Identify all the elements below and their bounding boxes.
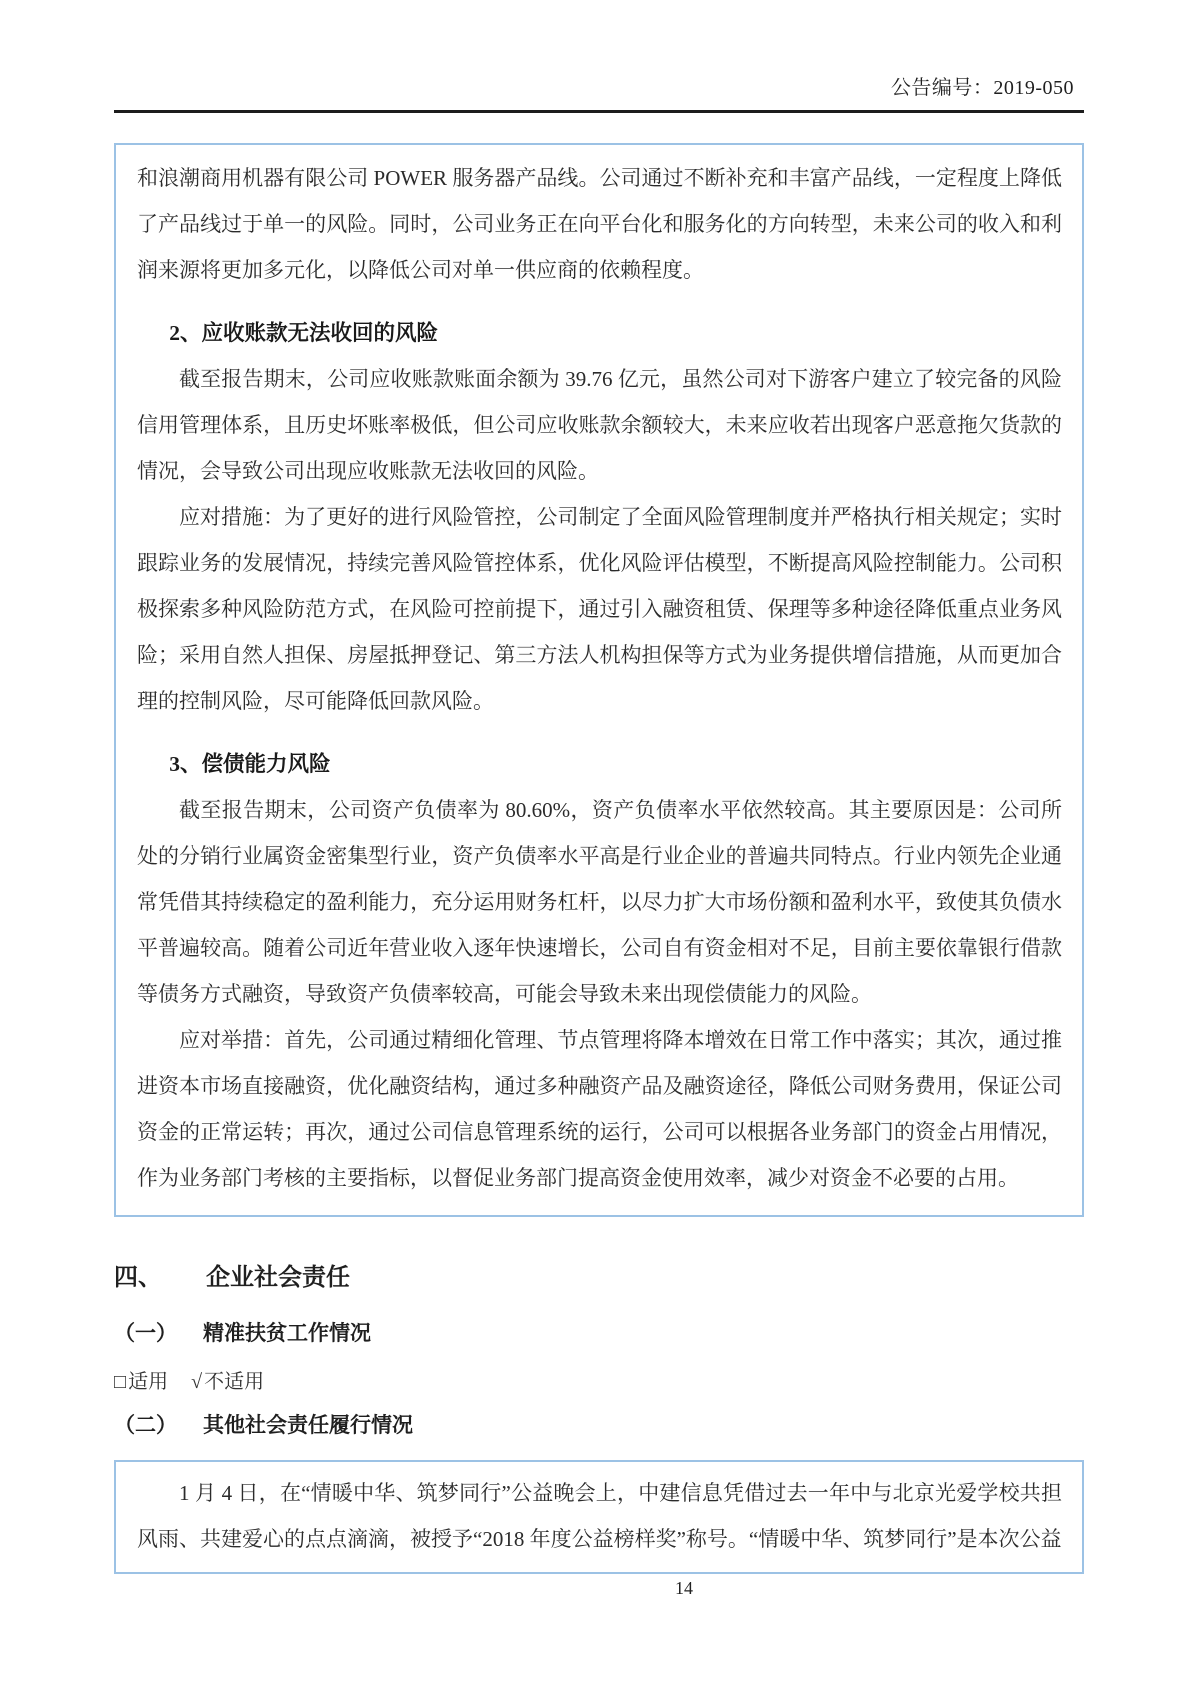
body-paragraph: 截至报告期末，公司资产负债率为 80.60%，资产负债率水平依然较高。其主要原因是：公司所处的分销行业属资金密集型行业，资产负债率水平高是行业企业的普遍共同特点。行业内领先企业通常凭借其持续稳定的盈利能力，充分运用财务杠杆，以尽力扩大市场份额和盈利水平，致使其负债水平普遍较高。随着公司近年营业收入逐年快速增长，公司自有资金相对不足，目前主要依靠银行借款等债务方式融资，导致资产负债率较高，可能会导致未来出现偿债能力的风险。 <box>137 798 1062 1006</box>
body-paragraph: 和浪潮商用机器有限公司 POWER 服务器产品线。公司通过不断补充和丰富产品线，一定程度上降低了产品线过于单一的风险。同时，公司业务正在向平台化和服务化的方向转型，未来公司的收入和利润来源将更加多元化，以降低公司对单一供应商的依赖程度。 <box>137 166 1062 282</box>
checkbox-unchecked-icon: □ <box>114 1371 127 1393</box>
body-paragraph: 1 月 4 日，在“情暖中华、筑梦同行”公益晚会上，中建信息凭借过去一年中与北京光爱学校共担风雨、共建爱心的点点滴滴，被授予“2018 年度公益榜样奖”称号。“情暖中华、筑梦同行”是本次公益 <box>137 1481 1062 1551</box>
header-rule <box>114 110 1084 113</box>
subsection-number: （二） <box>114 1413 177 1437</box>
subsection-label: 精准扶贫工作情况 <box>203 1321 371 1345</box>
body-paragraph: 截至报告期末，公司应收账款账面余额为 39.76 亿元，虽然公司对下游客户建立了较完备的风险信用管理体系，且历史坏账率极低，但公司应收账款余额较大，未来应收若出现客户恶意拖欠货款的情况，会导致公司出现应收账款无法收回的风险。 <box>137 367 1062 483</box>
risk-subheading: 2、应收账款无法收回的风险 <box>169 321 439 345</box>
option-not-applicable-label: 不适用 <box>204 1371 265 1393</box>
risk-box-content <box>137 155 1062 1201</box>
subsection-poverty-alleviation <box>114 1320 1084 1346</box>
body-paragraph: 应对措施：为了更好的进行风险管控，公司制定了全面风险管理制度并严格执行相关规定；实时跟踪业务的发展情况，持续完善风险管控体系，优化风险评估模型，不断提高风险控制能力。公司积极探索多种风险防范方式，在风险可控前提下，通过引入融资租赁、保理等多种途径降低重点业务风险；采用自然人担保、房屋抵押登记、第三方法人机构担保等方式为业务提供增信措施，从而更加合理的控制风险，尽可能降低回款风险。 <box>137 505 1062 713</box>
section-title-label: 企业社会责任 <box>206 1265 350 1291</box>
option-not-applicable <box>191 1371 264 1393</box>
subsection-number: （一） <box>114 1321 177 1345</box>
option-applicable-label: 适用 <box>128 1371 169 1393</box>
risk-subheading: 3、偿债能力风险 <box>169 752 331 776</box>
section-title-social-responsibility <box>114 1263 1084 1293</box>
option-applicable <box>114 1371 168 1393</box>
subsection-other-responsibility <box>114 1412 1084 1438</box>
applicability-row <box>114 1370 1084 1394</box>
risk-section-box <box>114 143 1084 1217</box>
social-responsibility-box <box>114 1460 1084 1574</box>
announcement-number: 公告编号：2019-050 <box>890 77 1074 99</box>
section-number: 四、 <box>114 1265 162 1291</box>
checkmark-icon: √ <box>191 1371 203 1393</box>
body-paragraph: 应对举措：首先，公司通过精细化管理、节点管理将降本增效在日常工作中落实；其次，通过推进资本市场直接融资，优化融资结构，通过多种融资产品及融资途径，降低公司财务费用，保证公司资金的正常运转；再次，通过公司信息管理系统的运行，公司可以根据各业务部门的资金占用情况，作为业务部门考核的主要指标，以督促业务部门提高资金使用效率，减少对资金不必要的占用。 <box>137 1028 1062 1190</box>
page-number: 14 <box>675 1578 693 1598</box>
subsection-label: 其他社会责任履行情况 <box>203 1413 413 1437</box>
